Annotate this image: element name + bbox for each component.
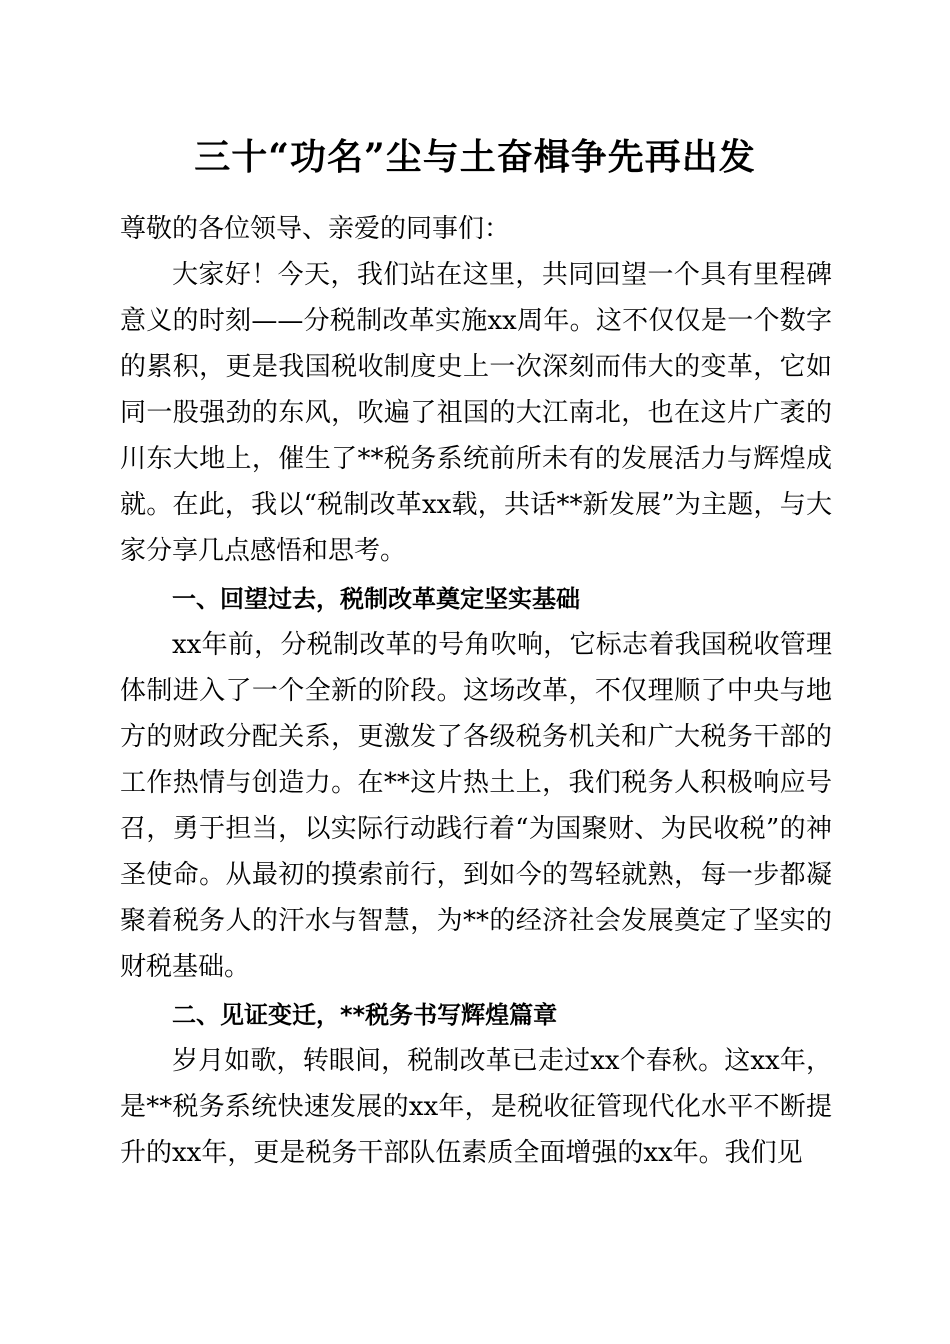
salutation: 尊敬的各位领导、亲爱的同事们： [120,214,511,244]
section-heading-2: 二、见证变迁，**税务书写辉煌篇章 [172,1001,558,1029]
section-2-paragraph: 岁月如歌，转眼间，税制改革已走过xx个春秋。这xx年，是**税务系统快速发展的xx年，是税收征管现代化水平不断提升的xx年，更是税务干部队伍素质全面增强的xx年。我们见 [120,1046,832,1168]
document-title: 三十“功名”尘与土奋楫争先再出发 [194,136,756,178]
intro-paragraph: 大家好！今天，我们站在这里，共同回望一个具有里程碑意义的时刻——分税制改革实施xx周年。这不仅仅是一个数字的累积，更是我国税收制度史上一次深刻而伟大的变革，它如同一股强劲的东风，吹遍了祖国的大江南北，也在这片广袤的川东大地上，催生了**税务系统前所未有的发展活力与辉煌成就。在此，我以“税制改革xx载，共话**新发展”为主题，与大家分享几点感悟和思考。 [120,260,832,566]
section-1-paragraph: xx年前，分税制改革的号角吹响，它标志着我国税收管理体制进入了一个全新的阶段。这场改革，不仅理顺了中央与地方的财政分配关系，更激发了各级税务机关和广大税务干部的工作热情与创造力。在**这片热土上，我们税务人积极响应号召，勇于担当，以实际行动践行着“为国聚财、为民收税”的神圣使命。从最初的摸索前行，到如今的驾轻就熟，每一步都凝聚着税务人的汗水与智慧，为**的经济社会发展奠定了坚实的财税基础。 [120,630,832,982]
document-body [120,206,832,1176]
section-heading-1: 一、回望过去，税制改革奠定坚实基础 [172,585,580,613]
